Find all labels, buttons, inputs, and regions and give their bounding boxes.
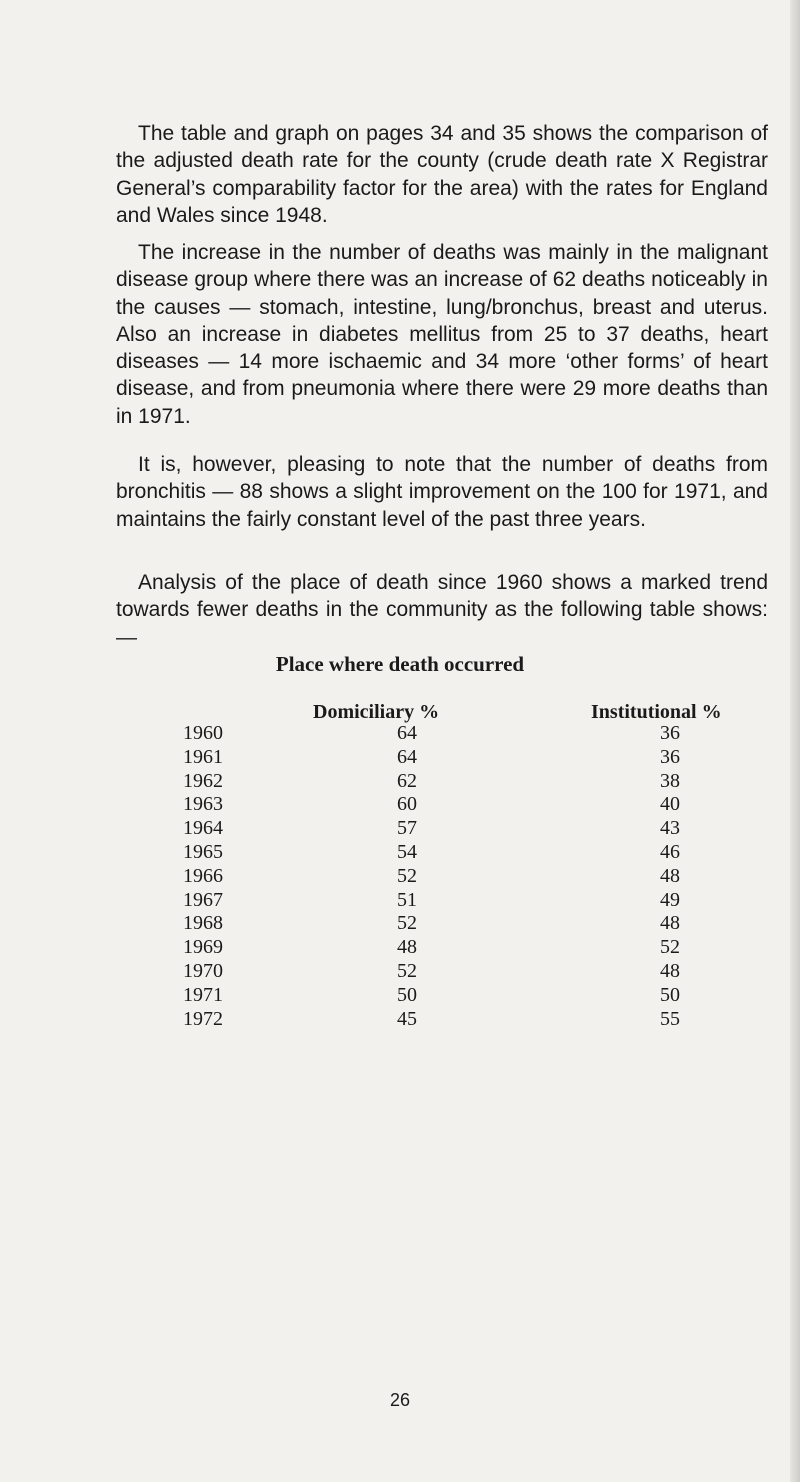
table-row [0,770,800,794]
row-year: 1966 [183,864,223,887]
row-year: 1962 [183,769,223,792]
table-row [0,912,800,936]
row-institutional-value: 48 [660,864,680,887]
row-institutional-value: 40 [660,793,680,816]
row-year: 1960 [183,722,223,744]
table-row [0,722,800,746]
table-row [0,817,800,841]
row-institutional-value: 36 [660,745,680,768]
row-institutional-value: 43 [660,817,680,840]
row-domiciliary-value: 54 [397,840,417,863]
row-institutional-value: 49 [660,888,680,911]
row-institutional-value: 48 [660,959,680,982]
row-domiciliary-value: 64 [397,745,417,768]
row-year: 1971 [183,983,223,1006]
row-institutional-value: 55 [660,1007,680,1030]
table-row [0,793,800,817]
row-year: 1972 [183,1007,223,1030]
table-row [0,889,800,913]
table-row [0,984,800,1008]
row-domiciliary-value: 52 [397,912,417,935]
row-year: 1968 [183,912,223,935]
row-institutional-value: 52 [660,936,680,959]
column-header-institutional: Institutional % [591,701,722,723]
table-row [0,841,800,865]
row-year: 1961 [183,745,223,768]
table-title: Place where death occurred [275,652,525,676]
row-institutional-value: 38 [660,769,680,792]
row-domiciliary-value: 52 [397,864,417,887]
row-domiciliary-value: 64 [397,722,417,744]
paragraph-comparison: The table and graph on pages 34 and 35 shows the comparison of the adjusted death rate for the county (crude death rate X Registrar General’s comparability factor for the area) with the rates for England and Wales since 1948. [116,122,768,227]
paragraph-bronchitis: It is, however, pleasing to note that the number of deaths from bronchitis — 88 shows a slight improvement on the 100 for 1971, and maintains the fairly constant level of the past three years. [116,453,768,531]
row-domiciliary-value: 52 [397,959,417,982]
row-year: 1969 [183,936,223,959]
row-year: 1967 [183,888,223,911]
row-year: 1970 [183,959,223,982]
row-domiciliary-value: 60 [397,793,417,816]
column-header-domiciliary: Domiciliary % [313,701,440,723]
row-domiciliary-value: 48 [397,936,417,959]
table-row [0,936,800,960]
row-domiciliary-value: 50 [397,983,417,1006]
row-domiciliary-value: 45 [397,1007,417,1030]
row-institutional-value: 48 [660,912,680,935]
row-domiciliary-value: 62 [397,769,417,792]
row-year: 1965 [183,840,223,863]
row-domiciliary-value: 51 [397,888,417,911]
row-domiciliary-value: 57 [397,817,417,840]
row-institutional-value: 46 [660,840,680,863]
row-institutional-value: 36 [660,722,680,744]
row-year: 1964 [183,817,223,840]
page-edge-shadow [790,0,800,1482]
table-row [0,1008,800,1032]
paragraph-increase-deaths: The increase in the number of deaths was mainly in the malignant disease group where there was an increase of 62 deaths noticeably in the causes — stomach, intestine, lung/bronchus, breast and uterus. Also an increase in diabetes mellitus from 25 to 37 deaths, heart diseases — 14 more ischaemic and 34 more ‘other forms’ of heart disease, and from pneumonia where there were 29 more deaths than in 1971. [116,241,768,428]
place-of-death-table [0,722,800,1031]
row-year: 1963 [183,793,223,816]
table-row [0,746,800,770]
paragraph-place-of-death: Analysis of the place of death since 1960 shows a marked trend towards fewer deaths in the community as the following table shows:— [116,571,768,649]
page-number: 26 [389,1390,411,1410]
table-row [0,960,800,984]
row-institutional-value: 50 [660,983,680,1006]
table-row [0,865,800,889]
